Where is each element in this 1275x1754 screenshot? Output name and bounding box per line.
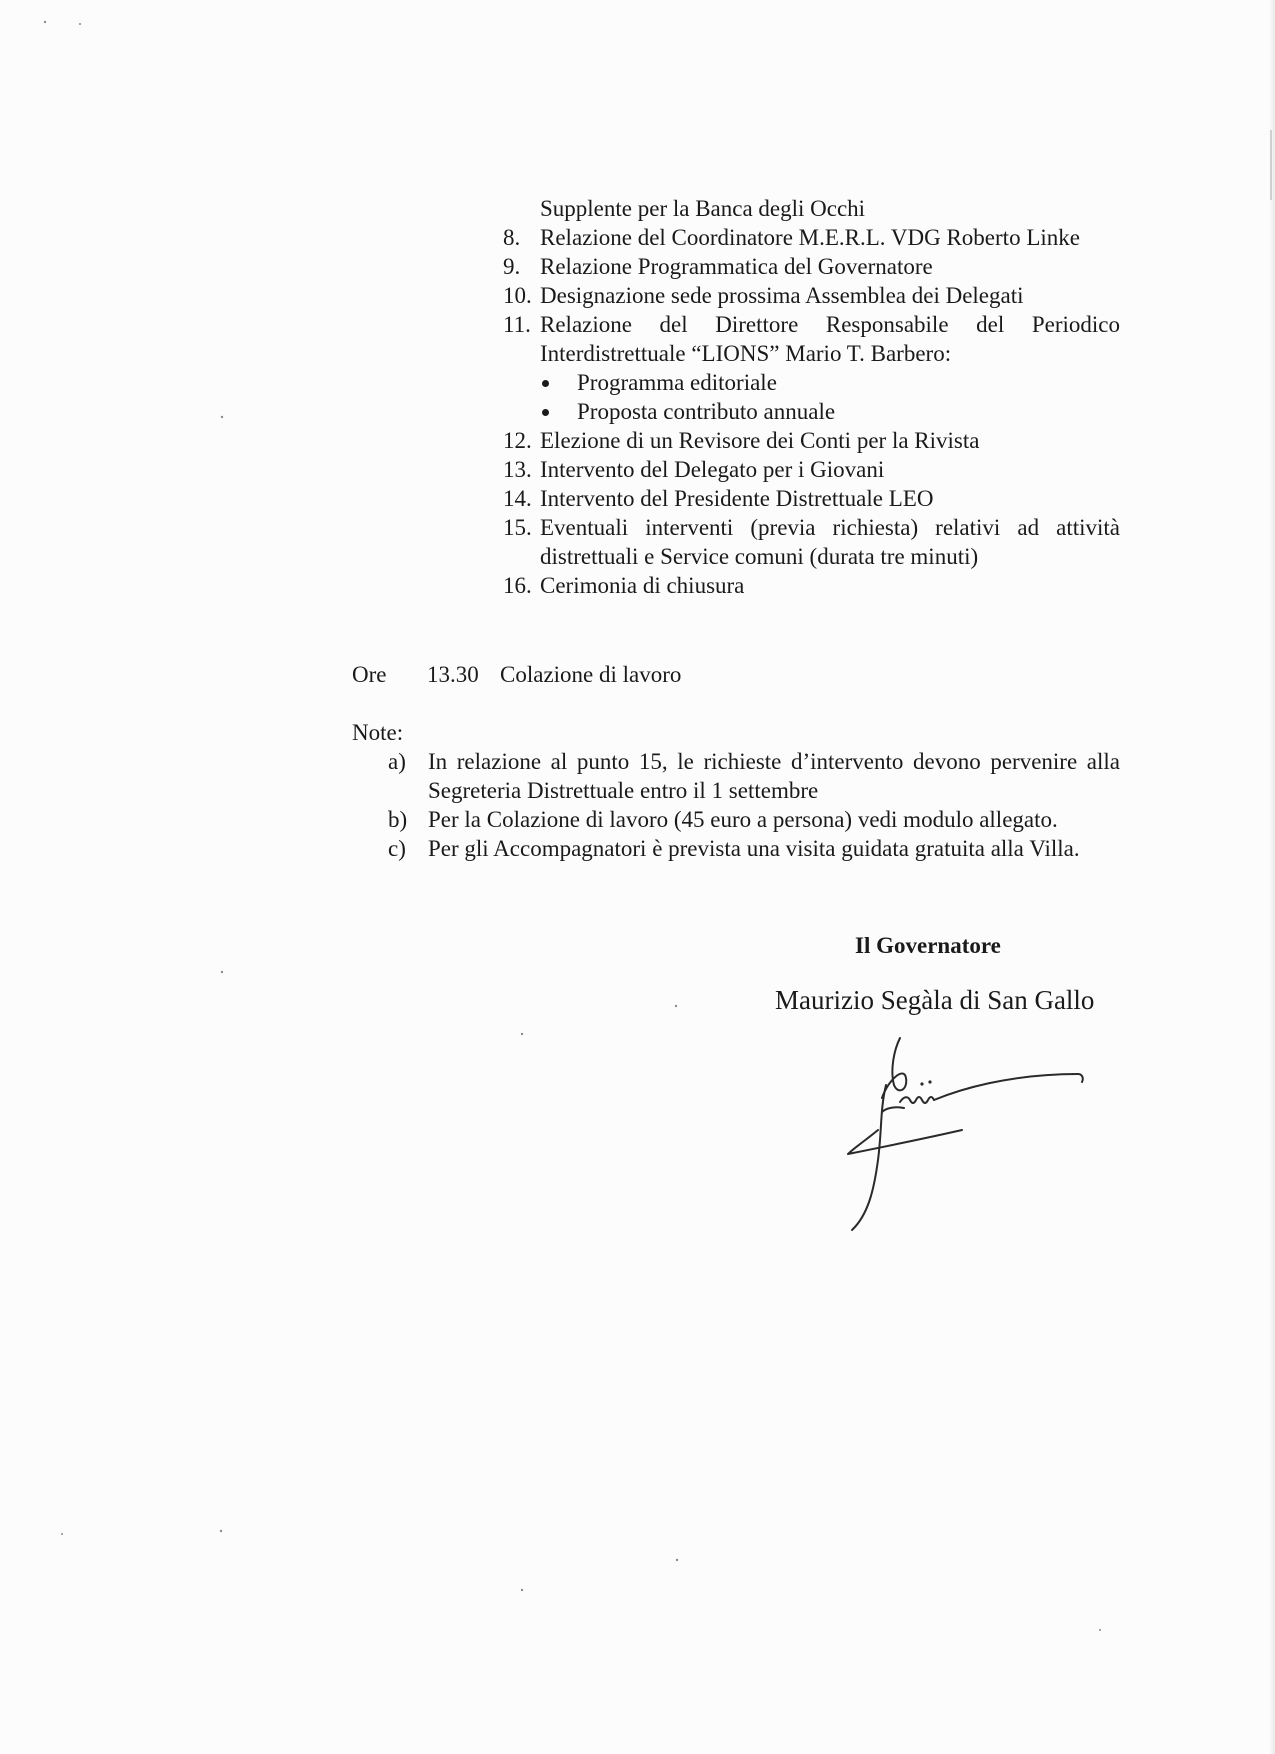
sub-bullet-text: Proposta contributo annuale xyxy=(577,399,836,424)
scan-edge-mark xyxy=(1270,130,1272,200)
note-letter: a) xyxy=(388,749,406,774)
sub-bullet-text: Programma editoriale xyxy=(577,370,777,395)
agenda-item-13 xyxy=(503,455,1120,484)
agenda-item-12 xyxy=(503,426,1120,455)
agenda-sub-bullets xyxy=(503,368,1120,426)
agenda-item-text: Elezione di un Revisore dei Conti per la Rivista xyxy=(540,428,980,453)
sub-bullet-item xyxy=(540,368,1120,397)
note-text: Per la Colazione di lavoro (45 euro a persona) vedi modulo allegato. xyxy=(428,807,1058,832)
note-text: Per gli Accompagnatori è prevista una visita guidata gratuita alla Villa. xyxy=(428,836,1080,861)
agenda-item-number: 10. xyxy=(503,283,532,308)
schedule-time: 13.30 xyxy=(427,662,479,687)
agenda-item-15 xyxy=(503,513,1120,571)
notes-title: Note: xyxy=(352,720,404,745)
agenda-item-16 xyxy=(503,571,1120,600)
agenda-item-text: Intervento del Delegato per i Giovani xyxy=(540,457,885,482)
note-item xyxy=(352,747,1120,805)
note-letter: c) xyxy=(388,836,406,861)
agenda-item-number: 14. xyxy=(503,486,532,511)
agenda-item-number: 11. xyxy=(503,312,531,337)
agenda-item-number: 13. xyxy=(503,457,532,482)
agenda-item-number: 16. xyxy=(503,573,532,598)
agenda-continuation-text: Supplente per la Banca degli Occhi xyxy=(540,196,866,221)
agenda-item-11 xyxy=(503,310,1120,368)
signatory-name: Maurizio Segàla di San Gallo xyxy=(775,985,1095,1015)
agenda-item-9 xyxy=(503,252,1120,281)
agenda-item-text: Intervento del Presidente Distrettuale LEO xyxy=(540,486,934,511)
agenda-continuation xyxy=(503,194,1120,223)
bullet-dot-icon xyxy=(542,409,549,416)
schedule-label: Ore xyxy=(352,662,387,687)
scan-edge-shadow xyxy=(1269,0,1275,1754)
agenda-item-text: Relazione del Direttore Responsabile del Periodico Interdistrettuale “LIONS” Mario T. Barbero: xyxy=(540,312,1120,366)
agenda-item-text: Eventuali interventi (previa richiesta) relativi ad attività distrettuali e Service comuni (durata tre minuti) xyxy=(540,515,1120,569)
note-item xyxy=(352,805,1120,834)
agenda-item-number: 9. xyxy=(503,254,521,279)
sub-bullet-item xyxy=(540,397,1120,426)
agenda-item-text: Relazione Programmatica del Governatore xyxy=(540,254,933,279)
bullet-dot-icon xyxy=(542,380,549,387)
note-item xyxy=(352,834,1120,863)
signatory-title: Il Governatore xyxy=(855,933,1001,958)
agenda-list xyxy=(503,194,1120,600)
agenda-item-14 xyxy=(503,484,1120,513)
note-text: In relazione al punto 15, le richieste d’intervento devono pervenire alla Segreteria Distrettuale entro il 1 settembre xyxy=(428,749,1120,803)
schedule-event: Colazione di lavoro xyxy=(500,662,682,687)
agenda-item-number: 8. xyxy=(503,225,521,250)
notes-section xyxy=(352,718,1120,863)
agenda-item-number: 12. xyxy=(503,428,532,453)
agenda-item-text: Cerimonia di chiusura xyxy=(540,573,745,598)
note-letter: b) xyxy=(388,807,408,832)
agenda-item-8 xyxy=(503,223,1120,252)
handwritten-signature xyxy=(838,1030,1098,1240)
agenda-item-10 xyxy=(503,281,1120,310)
agenda-item-text: Designazione sede prossima Assemblea dei Delegati xyxy=(540,283,1024,308)
agenda-item-number: 15. xyxy=(503,515,532,540)
agenda-item-text: Relazione del Coordinatore M.E.R.L. VDG Roberto Linke xyxy=(540,225,1080,250)
